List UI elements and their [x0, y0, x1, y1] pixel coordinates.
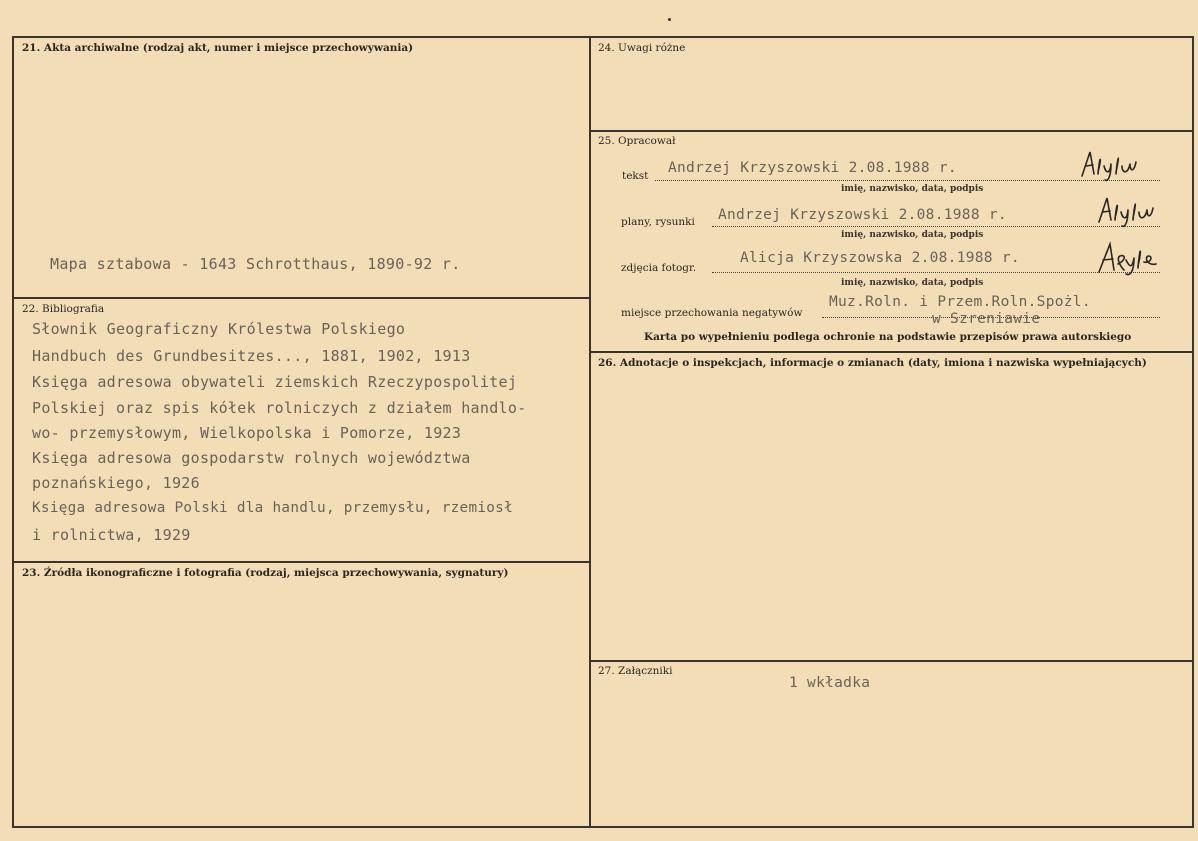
zdjecia-hint: imię, nazwisko, data, podpis	[841, 278, 984, 288]
section-21-value: Mapa sztabowa - 1643 Schrotthaus, 1890-92 r.	[50, 255, 461, 273]
zdjecia-label: zdjęcia fotogr.	[621, 262, 697, 274]
mark-dot	[668, 18, 671, 21]
bibliography-line: Księga adresowa Polski dla handlu, przemysłu, rzemiosł	[32, 500, 514, 516]
plany-line	[712, 226, 1160, 227]
zdjecia-line	[712, 272, 1160, 273]
section-26-label: 26. Adnotacje o inspekcjach, informacje o zmianach (daty, imiona i nazwiska wypełniających)	[598, 357, 1147, 369]
bibliography-line: Księga adresowa obywateli ziemskich Rzeczypospolitej	[32, 373, 518, 391]
bottom-border-line	[12, 826, 1194, 828]
miejsce-label: miejsce przechowania negatywów	[621, 307, 803, 319]
top-border-line	[12, 36, 1194, 38]
miejsce-value-1: Muz.Roln. i Przem.Roln.Spożl.	[829, 294, 1091, 310]
signature-tekst	[1078, 148, 1158, 182]
bibliography-line: Polskiej oraz spis kółek rolniczych z działem handlo-	[32, 399, 527, 417]
bibliography-line: Słownik Geograficzny Królestwa Polskiego	[32, 320, 406, 338]
section-21-label: 21. Akta archiwalne (rodzaj akt, numer i miejsce przechowywania)	[22, 42, 414, 54]
section-27-value: 1 wkładka	[789, 675, 871, 691]
bibliography-line: Księga adresowa gospodarstw rolnych województwa	[32, 449, 471, 467]
section-22-label: 22. Bibliografia	[22, 303, 105, 315]
section-25-label: 25. Opracował	[598, 135, 676, 147]
copyright-notice: Karta po wypełnieniu podlega ochronie na podstawie przepisów prawa autorskiego	[644, 331, 1132, 343]
zdjecia-value: Alicja Krzyszowska 2.08.1988 r.	[740, 250, 1020, 266]
bibliography-line: i rolnictwa, 1929	[32, 526, 191, 544]
divider-25-26	[590, 351, 1194, 353]
tekst-hint: imię, nazwisko, data, podpis	[841, 184, 984, 194]
plany-label: plany, rysunki	[621, 216, 695, 228]
tekst-label: tekst	[622, 170, 649, 182]
bibliography-line: wo- przemysłowym, Wielkopolska i Pomorze, 1923	[32, 424, 462, 442]
bibliography-line: poznańskiego, 1926	[32, 474, 200, 492]
bibliography-line: Handbuch des Grundbesitzes..., 1881, 1902, 1913	[32, 347, 471, 365]
center-divider-line	[589, 36, 591, 828]
divider-26-27	[590, 660, 1194, 662]
section-24-label: 24. Uwagi różne	[598, 42, 686, 54]
left-border-line	[12, 36, 14, 828]
divider-21-22	[12, 297, 591, 299]
section-23-label: 23. Źródła ikonograficzne i fotografia (rodzaj, miejsca przechowywania, sygnatury)	[22, 567, 509, 579]
plany-value: Andrzej Krzyszowski 2.08.1988 r.	[718, 207, 1007, 223]
tekst-value: Andrzej Krzyszowski 2.08.1988 r.	[668, 160, 957, 176]
plany-hint: imię, nazwisko, data, podpis	[841, 230, 984, 240]
right-border-line	[1192, 36, 1194, 828]
divider-24-25	[590, 130, 1194, 132]
miejsce-value-2: w Szreniawie	[932, 311, 1041, 327]
divider-22-23	[12, 561, 591, 563]
section-27-label: 27. Załączniki	[598, 665, 673, 677]
signature-plany	[1095, 194, 1165, 228]
signature-zdjecia	[1096, 240, 1166, 276]
